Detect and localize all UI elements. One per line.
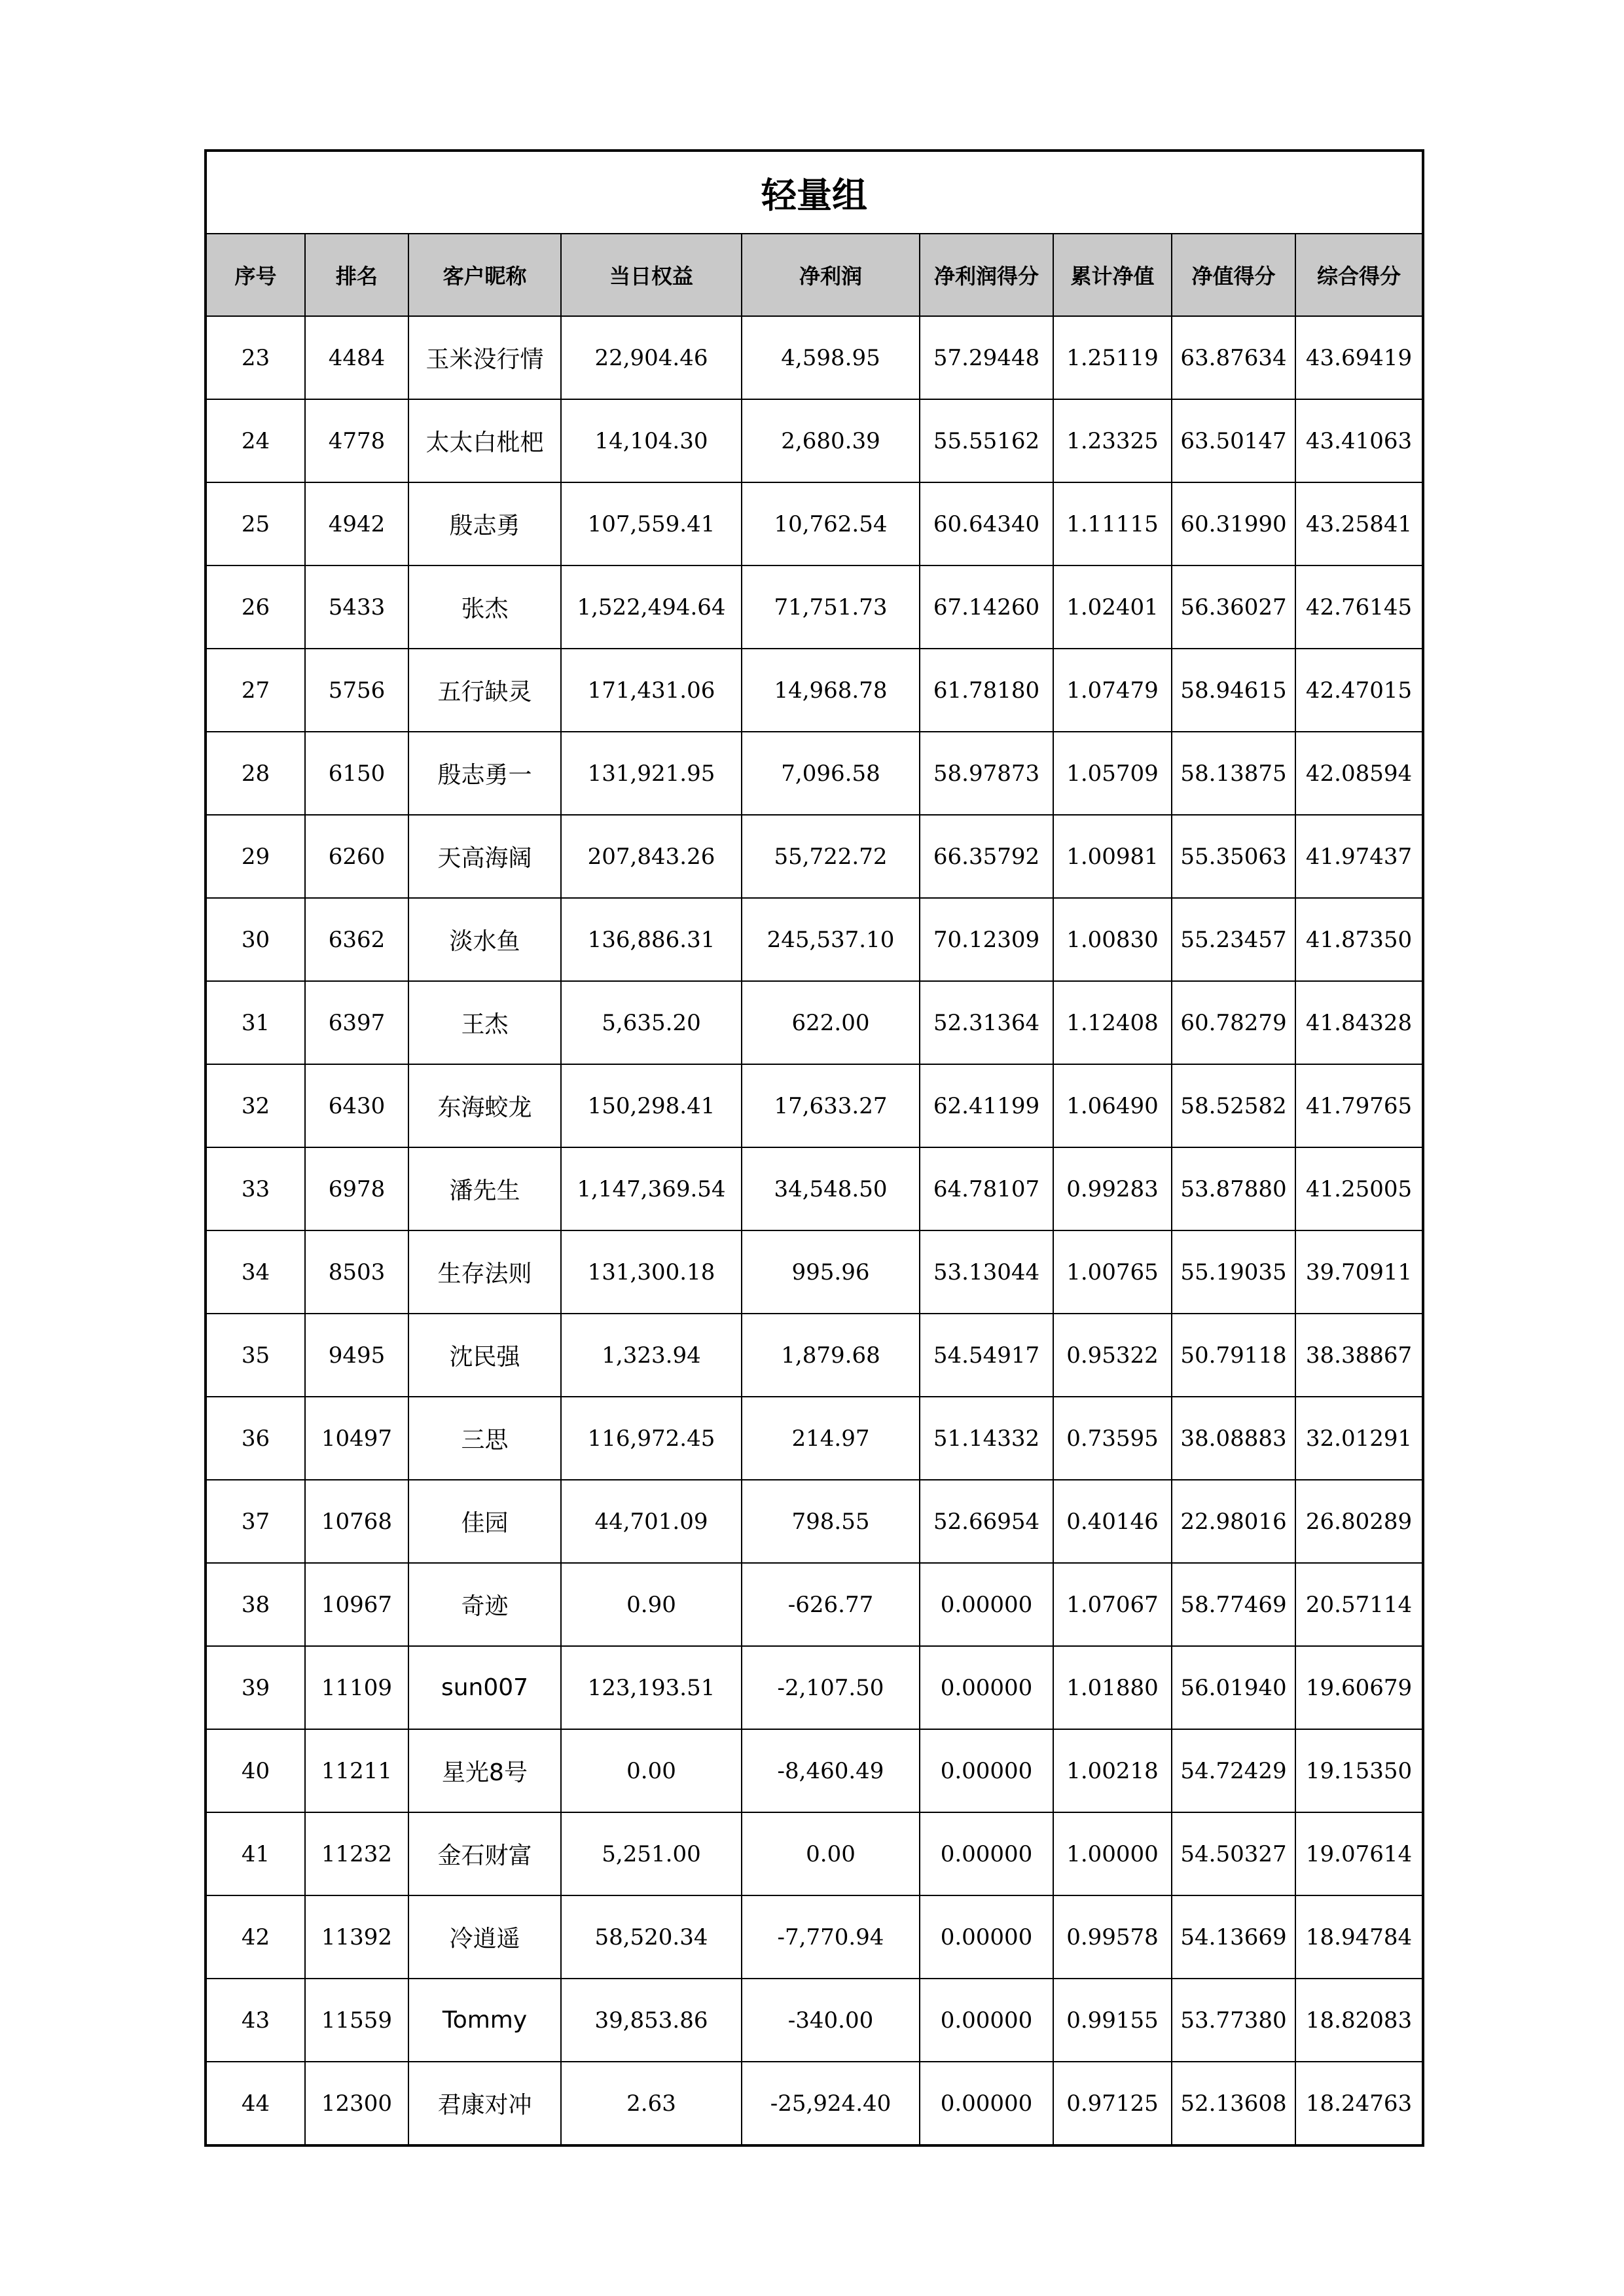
cell-equity: 107,559.41 xyxy=(561,482,742,565)
cell-rank: 6150 xyxy=(305,732,408,815)
cell-total-score: 41.87350 xyxy=(1295,898,1423,981)
cell-cum-nav: 1.00218 xyxy=(1053,1729,1172,1812)
cell-nav-score: 52.13608 xyxy=(1172,2062,1295,2145)
cell-total-score: 39.70911 xyxy=(1295,1230,1423,1314)
cell-cum-nav: 1.07479 xyxy=(1053,649,1172,732)
cell-equity: 0.90 xyxy=(561,1563,742,1646)
cell-equity: 136,886.31 xyxy=(561,898,742,981)
table-row xyxy=(206,1895,1423,1979)
cell-profit-score: 70.12309 xyxy=(920,898,1053,981)
ranking-table xyxy=(204,149,1424,2147)
cell-net-profit: -2,107.50 xyxy=(742,1646,920,1729)
cell-total-score: 43.25841 xyxy=(1295,482,1423,565)
cell-cum-nav: 0.40146 xyxy=(1053,1480,1172,1563)
cell-net-profit: -626.77 xyxy=(742,1563,920,1646)
cell-profit-score: 66.35792 xyxy=(920,815,1053,898)
table-row xyxy=(206,1230,1423,1314)
cell-profit-score: 52.31364 xyxy=(920,981,1053,1064)
cell-cum-nav: 1.05709 xyxy=(1053,732,1172,815)
cell-total-score: 41.84328 xyxy=(1295,981,1423,1064)
cell-rank: 9495 xyxy=(305,1314,408,1397)
cell-total-score: 43.41063 xyxy=(1295,399,1423,482)
cell-nav-score: 55.19035 xyxy=(1172,1230,1295,1314)
cell-profit-score: 61.78180 xyxy=(920,649,1053,732)
cell-net-profit: -25,924.40 xyxy=(742,2062,920,2145)
cell-nav-score: 63.50147 xyxy=(1172,399,1295,482)
cell-equity: 1,147,369.54 xyxy=(561,1147,742,1230)
cell-rank: 11211 xyxy=(305,1729,408,1812)
table-row xyxy=(206,1480,1423,1563)
table-row xyxy=(206,898,1423,981)
cell-rank: 10768 xyxy=(305,1480,408,1563)
cell-cum-nav: 0.95322 xyxy=(1053,1314,1172,1397)
column-header-col-rank: 排名 xyxy=(305,234,408,316)
table-row xyxy=(206,1729,1423,1812)
cell-rank: 8503 xyxy=(305,1230,408,1314)
cell-seq: 35 xyxy=(206,1314,305,1397)
cell-profit-score: 0.00000 xyxy=(920,1895,1053,1979)
cell-seq: 37 xyxy=(206,1480,305,1563)
cell-seq: 44 xyxy=(206,2062,305,2145)
cell-equity: 1,323.94 xyxy=(561,1314,742,1397)
cell-nickname: sun007 xyxy=(408,1646,561,1729)
cell-total-score: 26.80289 xyxy=(1295,1480,1423,1563)
cell-equity: 58,520.34 xyxy=(561,1895,742,1979)
cell-net-profit: 0.00 xyxy=(742,1812,920,1895)
cell-nav-score: 58.13875 xyxy=(1172,732,1295,815)
cell-seq: 28 xyxy=(206,732,305,815)
cell-nickname: 玉米没行情 xyxy=(408,316,561,399)
cell-cum-nav: 1.11115 xyxy=(1053,482,1172,565)
cell-nickname: 太太白枇杷 xyxy=(408,399,561,482)
cell-rank: 4942 xyxy=(305,482,408,565)
cell-nav-score: 53.87880 xyxy=(1172,1147,1295,1230)
cell-total-score: 19.60679 xyxy=(1295,1646,1423,1729)
cell-profit-score: 53.13044 xyxy=(920,1230,1053,1314)
cell-rank: 12300 xyxy=(305,2062,408,2145)
cell-net-profit: -8,460.49 xyxy=(742,1729,920,1812)
table-row xyxy=(206,732,1423,815)
cell-seq: 29 xyxy=(206,815,305,898)
cell-equity: 131,300.18 xyxy=(561,1230,742,1314)
cell-cum-nav: 1.25119 xyxy=(1053,316,1172,399)
cell-cum-nav: 0.99578 xyxy=(1053,1895,1172,1979)
cell-nickname: 沈民强 xyxy=(408,1314,561,1397)
cell-seq: 40 xyxy=(206,1729,305,1812)
cell-nickname: 张杰 xyxy=(408,565,561,649)
cell-nav-score: 60.31990 xyxy=(1172,482,1295,565)
cell-profit-score: 64.78107 xyxy=(920,1147,1053,1230)
cell-cum-nav: 1.06490 xyxy=(1053,1064,1172,1147)
cell-cum-nav: 1.23325 xyxy=(1053,399,1172,482)
column-header-col-cum-nav: 累计净值 xyxy=(1053,234,1172,316)
cell-seq: 30 xyxy=(206,898,305,981)
cell-rank: 4778 xyxy=(305,399,408,482)
cell-nickname: 三思 xyxy=(408,1397,561,1480)
cell-net-profit: 1,879.68 xyxy=(742,1314,920,1397)
cell-profit-score: 0.00000 xyxy=(920,1646,1053,1729)
cell-total-score: 41.97437 xyxy=(1295,815,1423,898)
table-row xyxy=(206,649,1423,732)
cell-nickname: 金石财富 xyxy=(408,1812,561,1895)
cell-equity: 131,921.95 xyxy=(561,732,742,815)
cell-nav-score: 22.98016 xyxy=(1172,1480,1295,1563)
cell-profit-score: 52.66954 xyxy=(920,1480,1053,1563)
cell-nav-score: 38.08883 xyxy=(1172,1397,1295,1480)
table-row xyxy=(206,565,1423,649)
cell-nickname: 生存法则 xyxy=(408,1230,561,1314)
cell-cum-nav: 1.00830 xyxy=(1053,898,1172,981)
cell-nickname: 东海蛟龙 xyxy=(408,1064,561,1147)
cell-rank: 6362 xyxy=(305,898,408,981)
table-row xyxy=(206,1563,1423,1646)
column-header-col-total-score: 综合得分 xyxy=(1295,234,1423,316)
cell-total-score: 42.47015 xyxy=(1295,649,1423,732)
column-header-col-seq: 序号 xyxy=(206,234,305,316)
cell-total-score: 38.38867 xyxy=(1295,1314,1423,1397)
cell-nav-score: 60.78279 xyxy=(1172,981,1295,1064)
cell-nav-score: 56.36027 xyxy=(1172,565,1295,649)
cell-seq: 32 xyxy=(206,1064,305,1147)
column-header-col-profit-score: 净利润得分 xyxy=(920,234,1053,316)
cell-seq: 38 xyxy=(206,1563,305,1646)
cell-seq: 23 xyxy=(206,316,305,399)
cell-net-profit: 7,096.58 xyxy=(742,732,920,815)
cell-nav-score: 54.13669 xyxy=(1172,1895,1295,1979)
cell-seq: 41 xyxy=(206,1812,305,1895)
cell-equity: 207,843.26 xyxy=(561,815,742,898)
cell-seq: 36 xyxy=(206,1397,305,1480)
cell-cum-nav: 1.01880 xyxy=(1053,1646,1172,1729)
cell-cum-nav: 0.73595 xyxy=(1053,1397,1172,1480)
cell-equity: 44,701.09 xyxy=(561,1480,742,1563)
cell-profit-score: 60.64340 xyxy=(920,482,1053,565)
cell-cum-nav: 1.07067 xyxy=(1053,1563,1172,1646)
table-row xyxy=(206,1064,1423,1147)
cell-cum-nav: 1.12408 xyxy=(1053,981,1172,1064)
cell-net-profit: 995.96 xyxy=(742,1230,920,1314)
cell-seq: 34 xyxy=(206,1230,305,1314)
column-header-col-net-profit: 净利润 xyxy=(742,234,920,316)
cell-equity: 2.63 xyxy=(561,2062,742,2145)
cell-cum-nav: 1.00000 xyxy=(1053,1812,1172,1895)
cell-nav-score: 53.77380 xyxy=(1172,1979,1295,2062)
cell-nickname: 王杰 xyxy=(408,981,561,1064)
cell-profit-score: 0.00000 xyxy=(920,1563,1053,1646)
cell-net-profit: -7,770.94 xyxy=(742,1895,920,1979)
cell-seq: 33 xyxy=(206,1147,305,1230)
cell-profit-score: 67.14260 xyxy=(920,565,1053,649)
cell-equity: 150,298.41 xyxy=(561,1064,742,1147)
cell-nickname: 淡水鱼 xyxy=(408,898,561,981)
table-row xyxy=(206,1147,1423,1230)
table-row xyxy=(206,482,1423,565)
cell-net-profit: -340.00 xyxy=(742,1979,920,2062)
cell-cum-nav: 0.99155 xyxy=(1053,1979,1172,2062)
table-row xyxy=(206,981,1423,1064)
cell-seq: 25 xyxy=(206,482,305,565)
cell-total-score: 19.07614 xyxy=(1295,1812,1423,1895)
cell-nickname: Tommy xyxy=(408,1979,561,2062)
cell-nickname: 殷志勇一 xyxy=(408,732,561,815)
cell-net-profit: 10,762.54 xyxy=(742,482,920,565)
cell-rank: 10967 xyxy=(305,1563,408,1646)
cell-rank: 11109 xyxy=(305,1646,408,1729)
cell-seq: 31 xyxy=(206,981,305,1064)
column-header-col-nickname: 客户昵称 xyxy=(408,234,561,316)
cell-equity: 5,635.20 xyxy=(561,981,742,1064)
cell-nav-score: 63.87634 xyxy=(1172,316,1295,399)
cell-nickname: 天高海阔 xyxy=(408,815,561,898)
cell-equity: 123,193.51 xyxy=(561,1646,742,1729)
cell-seq: 39 xyxy=(206,1646,305,1729)
cell-rank: 6397 xyxy=(305,981,408,1064)
cell-seq: 24 xyxy=(206,399,305,482)
cell-total-score: 18.94784 xyxy=(1295,1895,1423,1979)
cell-net-profit: 17,633.27 xyxy=(742,1064,920,1147)
cell-net-profit: 14,968.78 xyxy=(742,649,920,732)
cell-seq: 42 xyxy=(206,1895,305,1979)
cell-profit-score: 0.00000 xyxy=(920,1812,1053,1895)
cell-total-score: 41.25005 xyxy=(1295,1147,1423,1230)
cell-profit-score: 58.97873 xyxy=(920,732,1053,815)
table-row xyxy=(206,815,1423,898)
cell-rank: 11559 xyxy=(305,1979,408,2062)
table-title: 轻量组 xyxy=(206,151,1423,234)
cell-total-score: 18.24763 xyxy=(1295,2062,1423,2145)
cell-rank: 4484 xyxy=(305,316,408,399)
cell-equity: 14,104.30 xyxy=(561,399,742,482)
cell-nickname: 殷志勇 xyxy=(408,482,561,565)
cell-rank: 5433 xyxy=(305,565,408,649)
cell-profit-score: 0.00000 xyxy=(920,1729,1053,1812)
cell-nickname: 五行缺灵 xyxy=(408,649,561,732)
table-row xyxy=(206,1812,1423,1895)
column-header-col-equity: 当日权益 xyxy=(561,234,742,316)
cell-net-profit: 34,548.50 xyxy=(742,1147,920,1230)
cell-nav-score: 58.94615 xyxy=(1172,649,1295,732)
table-row xyxy=(206,1397,1423,1480)
cell-total-score: 41.79765 xyxy=(1295,1064,1423,1147)
cell-net-profit: 245,537.10 xyxy=(742,898,920,981)
cell-net-profit: 798.55 xyxy=(742,1480,920,1563)
cell-nav-score: 58.77469 xyxy=(1172,1563,1295,1646)
cell-total-score: 18.82083 xyxy=(1295,1979,1423,2062)
cell-equity: 5,251.00 xyxy=(561,1812,742,1895)
cell-cum-nav: 0.97125 xyxy=(1053,2062,1172,2145)
cell-profit-score: 51.14332 xyxy=(920,1397,1053,1480)
table-body xyxy=(206,316,1423,2145)
cell-cum-nav: 1.02401 xyxy=(1053,565,1172,649)
cell-seq: 27 xyxy=(206,649,305,732)
cell-equity: 0.00 xyxy=(561,1729,742,1812)
cell-nav-score: 58.52582 xyxy=(1172,1064,1295,1147)
cell-net-profit: 4,598.95 xyxy=(742,316,920,399)
cell-nav-score: 56.01940 xyxy=(1172,1646,1295,1729)
table-row xyxy=(206,1646,1423,1729)
cell-rank: 5756 xyxy=(305,649,408,732)
column-header-row xyxy=(206,234,1423,316)
cell-cum-nav: 1.00981 xyxy=(1053,815,1172,898)
cell-total-score: 42.76145 xyxy=(1295,565,1423,649)
cell-equity: 1,522,494.64 xyxy=(561,565,742,649)
cell-equity: 116,972.45 xyxy=(561,1397,742,1480)
table-row xyxy=(206,1314,1423,1397)
table-row xyxy=(206,399,1423,482)
table-row xyxy=(206,2062,1423,2145)
cell-nav-score: 55.23457 xyxy=(1172,898,1295,981)
cell-nav-score: 55.35063 xyxy=(1172,815,1295,898)
cell-nickname: 星光8号 xyxy=(408,1729,561,1812)
cell-profit-score: 62.41199 xyxy=(920,1064,1053,1147)
cell-seq: 43 xyxy=(206,1979,305,2062)
cell-nickname: 奇迹 xyxy=(408,1563,561,1646)
cell-rank: 6260 xyxy=(305,815,408,898)
cell-equity: 171,431.06 xyxy=(561,649,742,732)
cell-cum-nav: 0.99283 xyxy=(1053,1147,1172,1230)
cell-profit-score: 0.00000 xyxy=(920,1979,1053,2062)
cell-nav-score: 54.72429 xyxy=(1172,1729,1295,1812)
cell-rank: 11392 xyxy=(305,1895,408,1979)
cell-nickname: 潘先生 xyxy=(408,1147,561,1230)
cell-rank: 6430 xyxy=(305,1064,408,1147)
cell-net-profit: 71,751.73 xyxy=(742,565,920,649)
cell-profit-score: 57.29448 xyxy=(920,316,1053,399)
cell-profit-score: 0.00000 xyxy=(920,2062,1053,2145)
cell-net-profit: 214.97 xyxy=(742,1397,920,1480)
cell-nickname: 佳园 xyxy=(408,1480,561,1563)
cell-nav-score: 54.50327 xyxy=(1172,1812,1295,1895)
cell-nickname: 君康对冲 xyxy=(408,2062,561,2145)
cell-total-score: 32.01291 xyxy=(1295,1397,1423,1480)
cell-net-profit: 2,680.39 xyxy=(742,399,920,482)
cell-nickname: 冷逍遥 xyxy=(408,1895,561,1979)
table-row xyxy=(206,1979,1423,2062)
cell-profit-score: 55.55162 xyxy=(920,399,1053,482)
table-row xyxy=(206,316,1423,399)
cell-nav-score: 50.79118 xyxy=(1172,1314,1295,1397)
cell-profit-score: 54.54917 xyxy=(920,1314,1053,1397)
cell-equity: 22,904.46 xyxy=(561,316,742,399)
cell-net-profit: 55,722.72 xyxy=(742,815,920,898)
cell-rank: 6978 xyxy=(305,1147,408,1230)
cell-total-score: 43.69419 xyxy=(1295,316,1423,399)
cell-total-score: 19.15350 xyxy=(1295,1729,1423,1812)
cell-cum-nav: 1.00765 xyxy=(1053,1230,1172,1314)
cell-rank: 10497 xyxy=(305,1397,408,1480)
column-header-col-nav-score: 净值得分 xyxy=(1172,234,1295,316)
cell-equity: 39,853.86 xyxy=(561,1979,742,2062)
cell-net-profit: 622.00 xyxy=(742,981,920,1064)
cell-seq: 26 xyxy=(206,565,305,649)
cell-total-score: 42.08594 xyxy=(1295,732,1423,815)
cell-total-score: 20.57114 xyxy=(1295,1563,1423,1646)
cell-rank: 11232 xyxy=(305,1812,408,1895)
